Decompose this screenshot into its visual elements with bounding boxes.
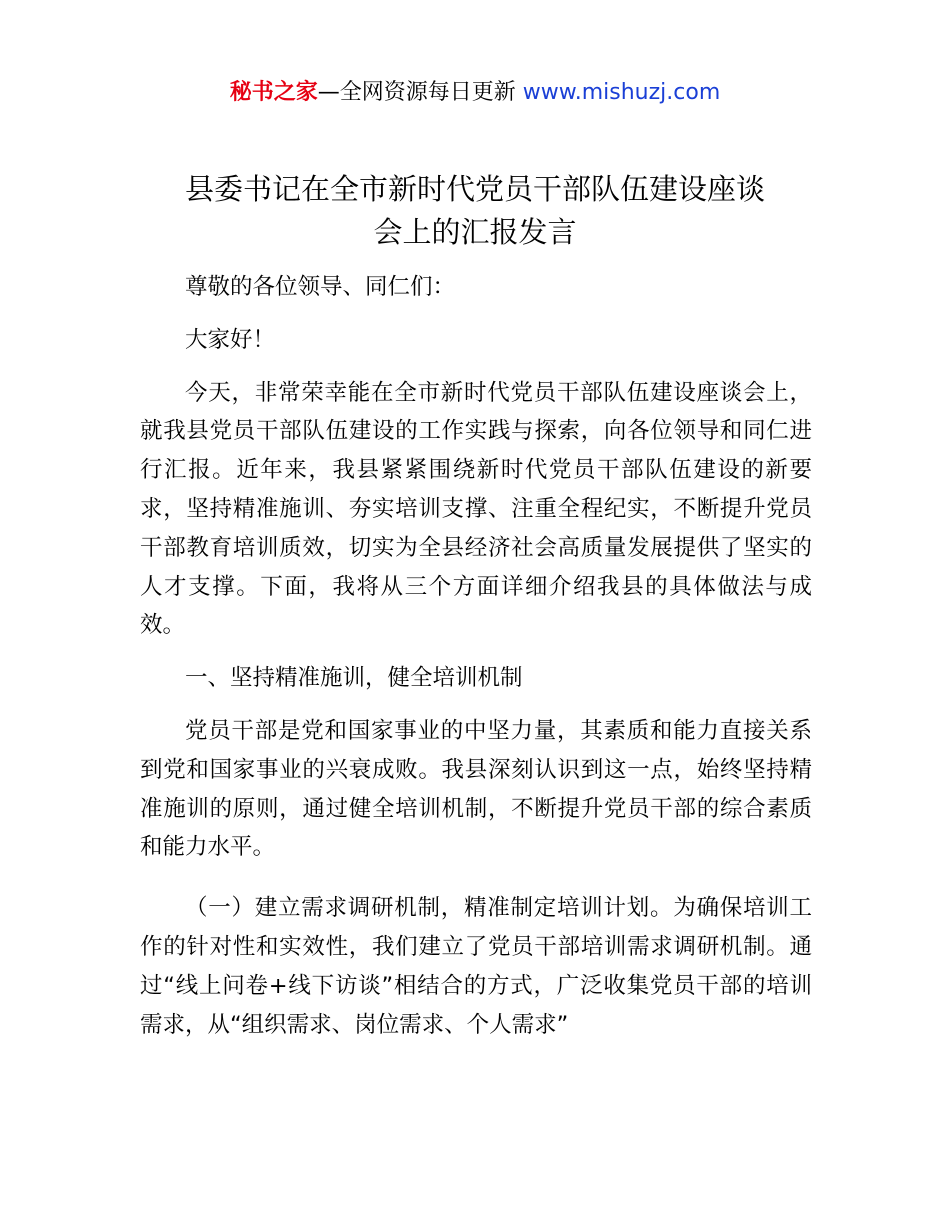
site-header (0, 78, 950, 108)
site-url-link[interactable]: www.mishuzj.com (522, 80, 721, 105)
document-body (140, 268, 812, 1058)
section-1-paragraph: 党员干部是党和国家事业的中坚力量，其素质和能力直接关系到党和国家事业的兴衰成败。我县深刻认识到这一点，始终坚持精准施训的原则，通过健全培训机制，不断提升党员干部的综合素质和能力水平。 (140, 717, 812, 861)
greeting: 大家好！ (185, 326, 276, 353)
site-brand: 秘书之家 (229, 80, 318, 105)
section-1-heading: 一、坚持精准施训，健全培训机制 (185, 665, 523, 692)
document-title (0, 168, 950, 254)
title-line-2: 会上的汇报发言 (373, 215, 577, 249)
salutation: 尊敬的各位领导、同仁们： (185, 274, 456, 300)
subsection-1-paragraph: （一）建立需求调研机制，精准制定培训计划。为确保培训工作的针对性和实效性，我们建立了党员干部培训需求调研机制。通过“线上问卷+线下访谈”相结合的方式，广泛收集党员干部的培训需求，从“组织需求、岗位需求、个人需求” (140, 895, 812, 1038)
title-line-1: 县委书记在全市新时代党员干部队伍建设座谈 (184, 172, 765, 206)
intro-paragraph: 今天，非常荣幸能在全市新时代党员干部队伍建设座谈会上，就我县党员干部队伍建设的工作实践与探索，向各位领导和同仁进行汇报。近年来，我县紧紧围绕新时代党员干部队伍建设的新要求，坚持精准施训、夯实培训支撑、注重全程纪实，不断提升党员干部教育培训质效，切实为全县经济社会高质量发展提供了坚实的人才支撑。下面，我将从三个方面详细介绍我县的具体做法与成效。 (140, 379, 812, 639)
site-tagline: —全网资源每日更新 (317, 80, 523, 105)
